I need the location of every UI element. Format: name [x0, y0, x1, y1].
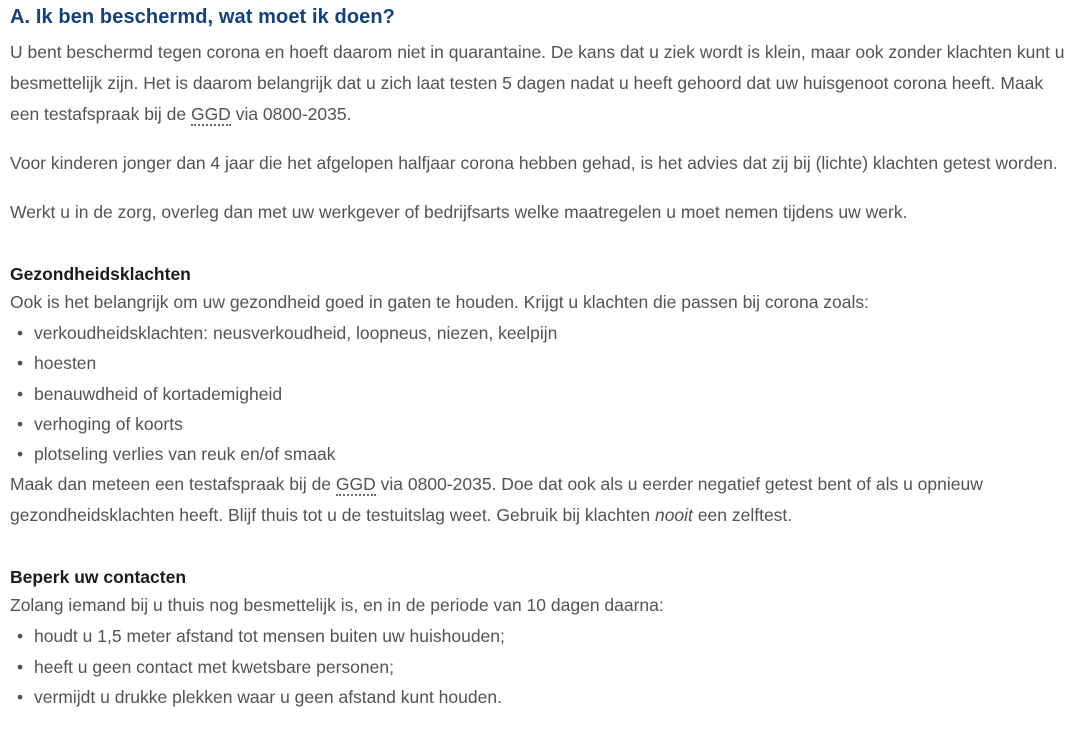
children-paragraph: Voor kinderen jonger dan 4 jaar die het afgelopen halfjaar corona hebben gehad, is het advies dat zij bij (lichte) klachten getest worden.: [10, 153, 1058, 173]
advice-text-3: een zelftest.: [692, 505, 793, 526]
advice-emphasis: nooit: [654, 505, 693, 526]
health-section-heading: Gezondheidsklachten: [10, 264, 191, 284]
advice-text-2: via 0800-2035. Doe dat ook als u eerder negatief getest bent of als u opnieuw gezondheidsklachten heeft. Blijf thuis tot u de testuitslag weet. Gebruik bij klachten: [10, 474, 983, 526]
page-title: A. Ik ben beschermd, wat moet ik doen?: [10, 6, 395, 28]
list-item: • vermijdt u drukke plekken waar u geen afstand kunt houden.: [10, 682, 1072, 712]
ggd-abbreviation[interactable]: GGD: [335, 474, 376, 495]
list-item: • hoesten: [10, 348, 1072, 378]
ggd-abbreviation[interactable]: GGD: [190, 104, 231, 124]
list-item: • plotseling verlies van reuk en/of smaak: [10, 439, 1072, 469]
list-item: • houdt u 1,5 meter afstand tot mensen buiten uw huishouden;: [10, 621, 1072, 651]
work-paragraph: Werkt u in de zorg, overleg dan met uw werkgever of bedrijfsarts welke maatregelen u moet nemen tijdens uw werk.: [10, 202, 908, 222]
contacts-intro-paragraph: Zolang iemand bij u thuis nog besmettelijk is, en in de periode van 10 dagen daarna:: [10, 595, 664, 616]
contacts-section-heading: Beperk uw contacten: [10, 567, 187, 588]
test-advice-paragraph: [10, 469, 1072, 531]
symptoms-list: [10, 318, 1072, 469]
intro-text-2: via 0800-2035.: [230, 104, 352, 124]
contact-rules-list: [10, 621, 1072, 712]
list-item: • verhoging of koorts: [10, 409, 1072, 439]
list-item: • benauwdheid of kortademigheid: [10, 379, 1072, 409]
intro-paragraph: [10, 37, 1072, 130]
article-content: [10, 5, 1072, 712]
health-intro-paragraph: Ook is het belangrijk om uw gezondheid goed in gaten te houden. Krijgt u klachten die passen bij corona zoals:: [10, 292, 870, 312]
advice-text-1: Maak dan meteen een testafspraak bij de: [10, 474, 336, 495]
list-item: • verkoudheidsklachten: neusverkoudheid, loopneus, niezen, keelpijn: [10, 318, 1072, 348]
intro-text-1: U bent beschermd tegen corona en hoeft daarom niet in quarantaine. De kans dat u ziek wordt is klein, maar ook zonder klachten kunt u besmettelijk zijn. Het is daarom belangrijk dat u zich laat testen 5 dagen nadat u heeft gehoord dat uw huisgenoot corona heeft. Maak een testafspraak bij de: [10, 42, 1065, 124]
list-item: • heeft u geen contact met kwetsbare personen;: [10, 652, 1072, 682]
